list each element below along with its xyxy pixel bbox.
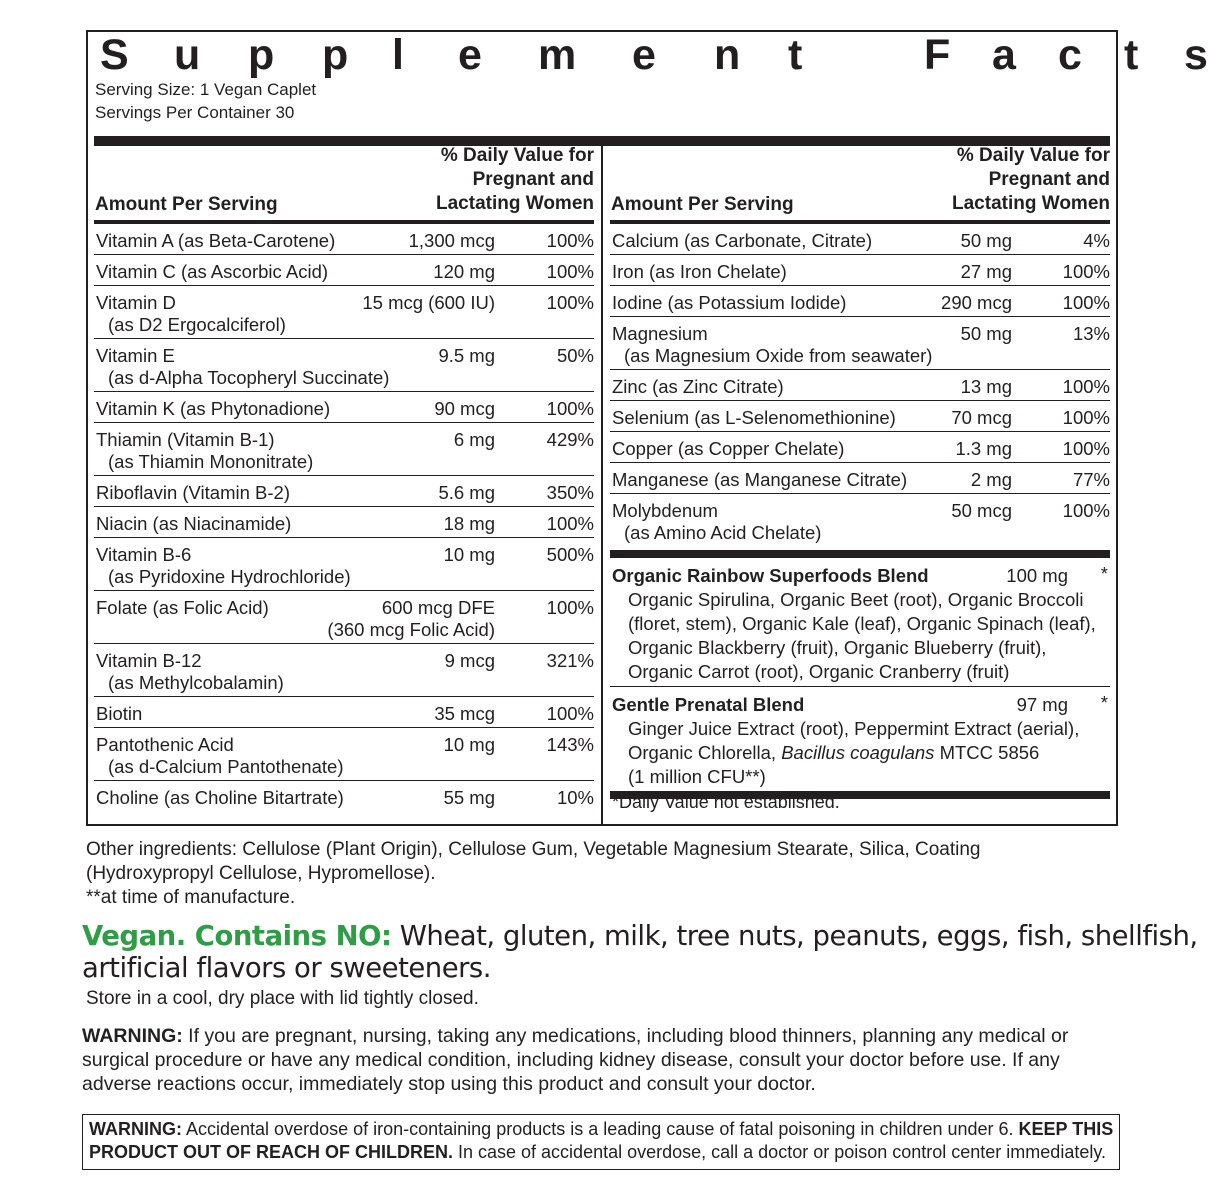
amount-value: 6 mg bbox=[453, 428, 495, 450]
amount-value: 70 mcg bbox=[951, 406, 1012, 428]
nutrient-row bbox=[94, 644, 594, 697]
nutrient-row bbox=[610, 463, 1110, 494]
blend-text: Organic Chlorella, bbox=[628, 741, 782, 763]
nutrient-row bbox=[610, 317, 1110, 370]
nutrient-label: Vitamin K (as Phytonadione) bbox=[96, 397, 331, 419]
title-letter: p bbox=[248, 31, 275, 79]
amount-value: 10 mg bbox=[443, 543, 495, 565]
blend-dv: * bbox=[1100, 691, 1108, 713]
daily-value-percent: 321% bbox=[546, 649, 594, 671]
nutrient-label: Vitamin A (as Beta-Carotene) bbox=[96, 229, 336, 251]
blend-ingredient-line: (floret, stem), Organic Kale (leaf), Organic Spinach (leaf), bbox=[628, 612, 1096, 634]
allergen-text: Wheat, gluten, milk, tree nuts, peanuts, eggs, fish, shellfish, bbox=[391, 920, 1198, 952]
nutrient-row bbox=[94, 728, 594, 781]
nutrient-amount bbox=[971, 469, 1012, 491]
nutrient-name bbox=[96, 513, 291, 535]
blend-amount: 97 mg bbox=[1016, 693, 1068, 715]
nutrient-amount bbox=[961, 376, 1012, 398]
daily-value-percent: 100% bbox=[1062, 375, 1110, 397]
amount-detail: (360 mcg Folic Acid) bbox=[327, 618, 495, 640]
column-header bbox=[94, 146, 594, 220]
daily-value-percent: 100% bbox=[1062, 406, 1110, 428]
nutrient-label: Thiamin (Vitamin B-1) bbox=[96, 428, 275, 450]
nutrient-source: (as Pyridoxine Hydrochloride) bbox=[108, 565, 351, 587]
amount-value: 27 mg bbox=[960, 260, 1012, 282]
nutrient-name bbox=[612, 438, 844, 460]
blend-name: Gentle Prenatal Blend bbox=[612, 693, 805, 715]
daily-value-percent: 143% bbox=[546, 733, 594, 755]
warning-line: surgical procedure or have any medical condition, including kidney disease, consult your doctor before use. If any bbox=[82, 1049, 1060, 1071]
nutrient-amount bbox=[409, 230, 495, 252]
daily-value-percent: 100% bbox=[546, 702, 594, 724]
dv-heading-line2: Pregnant and bbox=[472, 169, 594, 190]
nutrient-label: Magnesium bbox=[612, 322, 708, 344]
amount-value: 120 mg bbox=[433, 260, 495, 282]
iron-warning-text: Accidental overdose of iron-containing products is a leading cause of fatal poisoning in children under 6. bbox=[182, 1119, 1019, 1139]
nutrient-name bbox=[96, 734, 343, 778]
superfoods-blend bbox=[610, 558, 1110, 686]
nutrient-name bbox=[612, 323, 932, 367]
nutrient-amount bbox=[951, 500, 1012, 522]
nutrient-name bbox=[96, 703, 142, 725]
nutrient-label: Pantothenic Acid bbox=[96, 733, 234, 755]
nutrient-source: (as D2 Ergocalciferol) bbox=[108, 313, 286, 335]
nutrient-source: (as Amino Acid Chelate) bbox=[624, 521, 822, 543]
nutrient-amount bbox=[438, 482, 495, 504]
dv-heading-line1: % Daily Value for bbox=[956, 145, 1110, 166]
servings-per-container: Servings Per Container 30 bbox=[95, 103, 295, 122]
serving-size: Serving Size: 1 Vegan Caplet bbox=[95, 80, 317, 99]
amount-value: 50 mcg bbox=[951, 499, 1012, 521]
other-ingredients: Other ingredients: Cellulose (Plant Origin), Cellulose Gum, Vegetable Magnesium Stearate, Silica, Coating bbox=[86, 839, 981, 860]
amount-value: 2 mg bbox=[970, 468, 1012, 490]
daily-value-percent: 100% bbox=[546, 260, 594, 282]
amount-value: 50 mg bbox=[960, 229, 1012, 251]
title-letter: l bbox=[392, 31, 404, 79]
iron-warning-label: WARNING: bbox=[89, 1119, 182, 1139]
iron-warning-line bbox=[89, 1141, 1111, 1164]
nutrient-label: Choline (as Choline Bitartrate) bbox=[96, 786, 344, 808]
nutrient-amount bbox=[444, 544, 495, 566]
daily-value-percent: 100% bbox=[1062, 291, 1110, 313]
column-divider bbox=[601, 146, 603, 824]
daily-value-percent: 13% bbox=[1072, 322, 1110, 344]
nutrient-label: Zinc (as Zinc Citrate) bbox=[612, 375, 784, 397]
nutrient-label: Manganese (as Manganese Citrate) bbox=[612, 468, 908, 490]
title-letter: s bbox=[1184, 31, 1208, 79]
nutrient-label: Vitamin B-6 bbox=[96, 543, 192, 565]
nutrient-label: Vitamin E bbox=[96, 344, 175, 366]
daily-value-percent: 100% bbox=[1062, 499, 1110, 521]
blend-ingredient-line: Organic Spirulina, Organic Beet (root), Organic Broccoli bbox=[628, 588, 1084, 610]
nutrient-amount bbox=[961, 323, 1012, 345]
amount-value: 35 mcg bbox=[434, 702, 495, 724]
amount-value: 1,300 mcg bbox=[408, 229, 495, 251]
amount-per-serving-label: Amount Per Serving bbox=[95, 194, 278, 215]
nutrient-amount bbox=[444, 734, 495, 756]
nutrient-name bbox=[612, 292, 846, 314]
amount-value: 90 mcg bbox=[434, 397, 495, 419]
nutrient-name bbox=[612, 261, 787, 283]
nutrient-amount bbox=[961, 261, 1012, 283]
title-letter: a bbox=[992, 31, 1016, 79]
warning-line: adverse reactions occur, immediately stop using this product and consult your doctor. bbox=[82, 1073, 816, 1095]
nutrient-row bbox=[610, 255, 1110, 286]
nutrient-name bbox=[96, 544, 351, 588]
blend-ingredient-line: Ginger Juice Extract (root), Peppermint Extract (aerial), bbox=[628, 717, 1080, 739]
nutrient-amount bbox=[955, 438, 1012, 460]
nutrient-label: Copper (as Copper Chelate) bbox=[612, 437, 845, 459]
daily-value-percent: 350% bbox=[546, 481, 594, 503]
nutrient-amount bbox=[951, 407, 1012, 429]
prenatal-blend bbox=[610, 687, 1110, 791]
title-letter: m bbox=[538, 31, 577, 79]
title-letter: p bbox=[322, 31, 349, 79]
title-letter: n bbox=[714, 31, 741, 79]
nutrient-label: Selenium (as L-Selenomethionine) bbox=[612, 406, 896, 428]
title-letter: S bbox=[100, 31, 129, 79]
daily-value-percent: 429% bbox=[546, 428, 594, 450]
amount-value: 50 mg bbox=[960, 322, 1012, 344]
nutrient-amount bbox=[941, 292, 1012, 314]
dv-heading-line2: Pregnant and bbox=[988, 169, 1110, 190]
amount-value: 18 mg bbox=[443, 512, 495, 534]
title-letter: e bbox=[632, 31, 656, 79]
title-letter: t bbox=[788, 31, 803, 79]
nutrient-label: Folate (as Folic Acid) bbox=[96, 596, 269, 618]
nutrient-amount bbox=[454, 429, 495, 451]
nutrient-name bbox=[96, 345, 389, 389]
blend-amount: 100 mg bbox=[1006, 564, 1068, 586]
daily-value-percent: 100% bbox=[546, 512, 594, 534]
nutrient-name bbox=[96, 292, 286, 336]
nutrient-name bbox=[96, 261, 328, 283]
amount-value: 1.3 mg bbox=[955, 437, 1012, 459]
amount-per-serving-label: Amount Per Serving bbox=[611, 194, 794, 215]
iron-warning-line bbox=[89, 1118, 1114, 1141]
dv-heading-line3: Lactating Women bbox=[952, 193, 1110, 214]
amount-value: 55 mg bbox=[443, 786, 495, 808]
nutrient-name bbox=[96, 429, 313, 473]
right-nutrient-rows bbox=[610, 224, 1110, 546]
nutrient-row bbox=[94, 781, 594, 811]
nutrient-row bbox=[610, 401, 1110, 432]
nutrient-row bbox=[94, 476, 594, 507]
nutrient-row bbox=[94, 224, 594, 255]
title-letter: t bbox=[1124, 31, 1139, 79]
daily-value-percent: 100% bbox=[546, 291, 594, 313]
nutrient-row bbox=[610, 494, 1110, 546]
nutrient-name bbox=[96, 398, 330, 420]
nutrient-amount bbox=[961, 230, 1012, 252]
daily-value-percent: 50% bbox=[556, 344, 594, 366]
nutrient-name bbox=[96, 482, 290, 504]
nutrient-name bbox=[612, 500, 821, 544]
title-letter: F bbox=[924, 31, 951, 79]
daily-value-footnote: *Daily Value not established. bbox=[612, 792, 840, 812]
nutrient-label: Iodine (as Potassium Iodide) bbox=[612, 291, 847, 313]
nutrient-row bbox=[610, 286, 1110, 317]
blend-ingredient-line: (1 million CFU**) bbox=[628, 765, 766, 787]
other-ingredients-cont: (Hydroxypropyl Cellulose, Hypromellose). bbox=[86, 863, 436, 884]
daily-value-percent: 100% bbox=[546, 229, 594, 251]
nutrient-amount bbox=[438, 345, 495, 367]
probiotic-name: Bacillus coagulans bbox=[781, 741, 935, 763]
daily-value-percent: 100% bbox=[546, 397, 594, 419]
blend-divider bbox=[610, 550, 1110, 558]
amount-value: 13 mg bbox=[960, 375, 1012, 397]
daily-value-heading bbox=[436, 144, 594, 216]
nutrient-amount bbox=[434, 398, 495, 420]
blend-ingredient-line bbox=[628, 741, 1079, 765]
dv-heading-line3: Lactating Women bbox=[436, 193, 594, 214]
daily-value-percent: 500% bbox=[546, 543, 594, 565]
storage-instructions: Store in a cool, dry place with lid tightly closed. bbox=[86, 988, 479, 1009]
nutrient-row bbox=[94, 591, 594, 644]
vegan-label: Vegan. Contains NO: bbox=[82, 920, 392, 952]
nutrient-row bbox=[94, 339, 594, 392]
nutrient-source: (as d-Alpha Tocopheryl Succinate) bbox=[108, 366, 390, 388]
daily-value-percent: 100% bbox=[1062, 260, 1110, 282]
nutrient-name bbox=[96, 597, 269, 619]
warning-text: If you are pregnant, nursing, taking any medications, including blood thinners, planning any medical or bbox=[182, 1025, 1069, 1047]
nutrient-row bbox=[94, 538, 594, 591]
title-letter: c bbox=[1058, 31, 1082, 79]
warning-label: WARNING: bbox=[82, 1025, 183, 1047]
blend-ingredient-line: Organic Blackberry (fruit), Organic Blueberry (fruit), bbox=[628, 636, 1047, 658]
allergen-statement bbox=[82, 920, 1198, 984]
nutrient-row bbox=[94, 255, 594, 286]
nutrient-name bbox=[612, 407, 896, 429]
daily-value-percent: 100% bbox=[546, 596, 594, 618]
nutrient-amount bbox=[327, 597, 495, 641]
nutrient-name bbox=[96, 230, 335, 252]
blend-text: MTCC 5856 bbox=[934, 741, 1040, 763]
iron-warning-box bbox=[82, 1114, 1120, 1170]
amount-value: 10 mg bbox=[443, 733, 495, 755]
left-nutrient-rows bbox=[94, 224, 594, 811]
nutrient-label: Vitamin C (as Ascorbic Acid) bbox=[96, 260, 329, 282]
left-nutrient-column bbox=[94, 146, 594, 811]
nutrient-amount bbox=[444, 787, 495, 809]
nutrient-label: Iron (as Iron Chelate) bbox=[612, 260, 787, 282]
blend-ingredients bbox=[628, 717, 1079, 789]
right-nutrient-column bbox=[610, 146, 1110, 799]
amount-value: 9.5 mg bbox=[438, 344, 495, 366]
nutrient-row bbox=[94, 507, 594, 538]
warning-statement bbox=[82, 1024, 1068, 1096]
nutrient-label: Molybdenum bbox=[612, 499, 718, 521]
amount-value: 5.6 mg bbox=[438, 481, 495, 503]
amount-value: 290 mcg bbox=[941, 291, 1012, 313]
daily-value-percent: 10% bbox=[556, 786, 594, 808]
blend-name: Organic Rainbow Superfoods Blend bbox=[612, 564, 929, 586]
nutrient-amount bbox=[362, 292, 495, 314]
nutrient-source: (as Thiamin Mononitrate) bbox=[108, 450, 314, 472]
nutrient-source: (as d-Calcium Pantothenate) bbox=[108, 755, 344, 777]
title-letter: e bbox=[458, 31, 482, 79]
nutrient-row bbox=[610, 432, 1110, 463]
nutrient-label: Calcium (as Carbonate, Citrate) bbox=[612, 229, 873, 251]
manufacture-note: **at time of manufacture. bbox=[86, 887, 296, 908]
nutrient-source: (as Methylcobalamin) bbox=[108, 671, 284, 693]
nutrient-source: (as Magnesium Oxide from seawater) bbox=[624, 344, 933, 366]
nutrient-row bbox=[610, 370, 1110, 401]
daily-value-percent: 4% bbox=[1083, 229, 1110, 251]
iron-warning-text: In case of accidental overdose, call a doctor or poison control center immediately. bbox=[453, 1142, 1107, 1162]
daily-value-percent: 77% bbox=[1072, 468, 1110, 490]
nutrient-label: Vitamin D bbox=[96, 291, 176, 313]
allergen-line: artificial flavors or sweeteners. bbox=[82, 952, 491, 984]
column-header bbox=[610, 146, 1110, 220]
keep-away-text: PRODUCT OUT OF REACH OF CHILDREN. bbox=[89, 1142, 453, 1162]
nutrient-label: Riboflavin (Vitamin B-2) bbox=[96, 481, 290, 503]
nutrient-name bbox=[612, 376, 784, 398]
title-letter: u bbox=[174, 31, 201, 79]
nutrient-amount bbox=[444, 513, 495, 535]
nutrient-name bbox=[612, 230, 872, 252]
warning-line bbox=[82, 1024, 1068, 1048]
nutrient-row bbox=[94, 423, 594, 476]
nutrient-label: Niacin (as Niacinamide) bbox=[96, 512, 292, 534]
nutrient-name bbox=[96, 787, 344, 809]
daily-value-heading bbox=[952, 144, 1110, 216]
nutrient-label: Biotin bbox=[96, 702, 143, 724]
nutrient-label: Vitamin B-12 bbox=[96, 649, 202, 671]
nutrient-row bbox=[94, 286, 594, 339]
nutrient-amount bbox=[434, 703, 495, 725]
nutrient-amount bbox=[433, 261, 495, 283]
allergen-line bbox=[82, 920, 1198, 952]
daily-value-percent: 100% bbox=[1062, 437, 1110, 459]
blend-dv: * bbox=[1100, 562, 1108, 584]
nutrient-name bbox=[612, 469, 907, 491]
nutrient-amount bbox=[445, 650, 495, 672]
nutrient-row bbox=[94, 697, 594, 728]
nutrient-row bbox=[610, 224, 1110, 255]
amount-value: 9 mcg bbox=[444, 649, 495, 671]
dv-heading-line1: % Daily Value for bbox=[440, 145, 594, 166]
amount-value: 600 mcg DFE bbox=[381, 596, 495, 618]
blend-ingredients bbox=[628, 588, 1096, 684]
keep-away-text: KEEP THIS bbox=[1018, 1119, 1114, 1139]
nutrient-row bbox=[94, 392, 594, 423]
blend-ingredient-line: Organic Carrot (root), Organic Cranberry (fruit) bbox=[628, 660, 1010, 682]
nutrient-name bbox=[96, 650, 284, 694]
amount-value: 15 mcg (600 IU) bbox=[362, 291, 495, 313]
